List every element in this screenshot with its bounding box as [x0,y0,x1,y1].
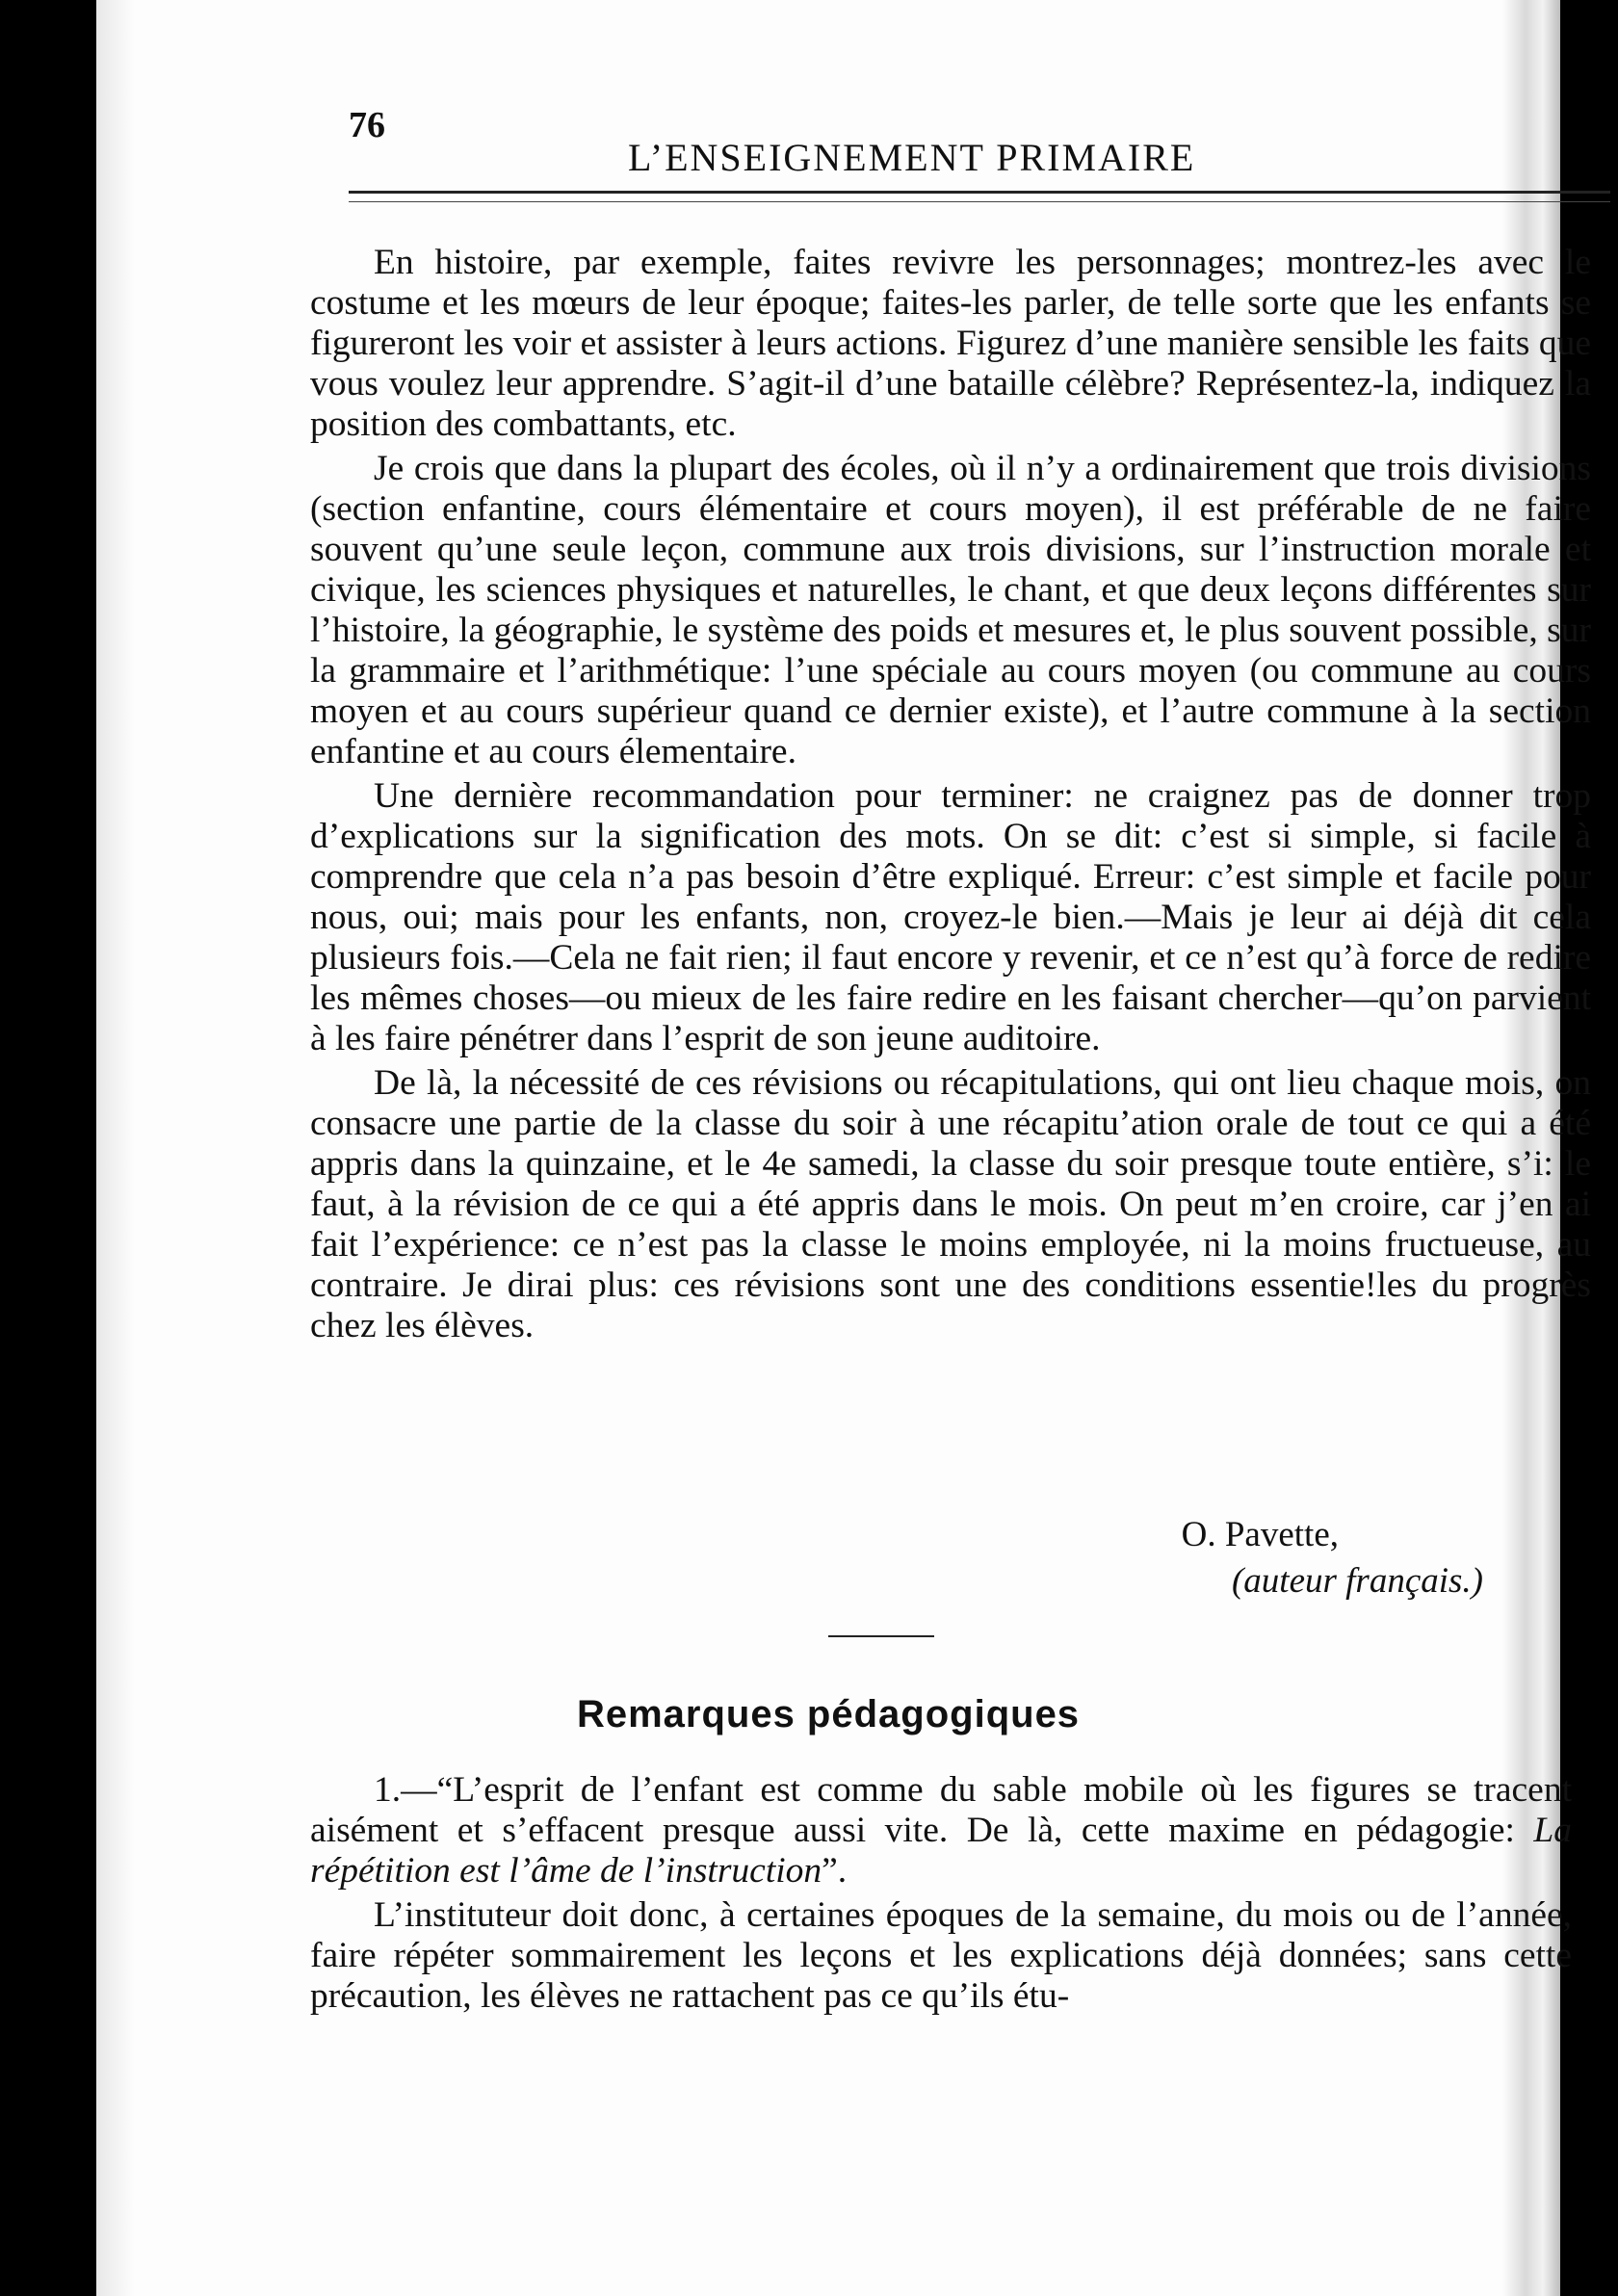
paragraph: En histoire, par exemple, faites revivre les personnages; montrez-les avec le costume et les mœurs de leur époque; faites-les parler, de telle sorte que les enfants se figureront les voir et assister à leurs actions. Figurez d’une manière sensible les faits que vous voulez leur apprendre. S’agit-il d’une bataille célèbre? Représentez-la, indiquez la position des combattants, etc. [310,243,1591,444]
paragraph: Une dernière recommandation pour terminer: ne craignez pas de donner trop d’explications sur la signification des mots. On se dit: c’est si simple, si facile à comprendre que cela n’a pas besoin d’être expliqué. Erreur: c’est simple et facile pour nous, oui; mais pour les enfants, non, croyez-le bien.—Mais je leur ai déjà dit cela plusieurs fois.—Cela ne fait rien; il faut encore y revenir, et ce n’est qu’à force de redire les mêmes choses—ou mieux de les faire redire en les faisant chercher—qu’on parvient à les faire pénétrer dans l’esprit de son jeune auditoire. [310,776,1591,1058]
remark-text: 1.—“L’esprit de l’enfant est comme du sable mobile où les figures se tracent aisément et s’effacent presque aussi vite. De là, cette maxime en pédagogie: [310,1770,1572,1850]
header-rule [349,191,1610,202]
maxim-quote: La répétition est l’âme de l’instruction [310,1811,1572,1891]
book-page [96,0,1591,2296]
remark-end: ”. [822,1851,848,1891]
remarks-body [310,1770,1572,2021]
binding-shadow [96,0,135,2296]
section-divider [828,1635,934,1637]
section-title: Remarques pédagogiques [576,1693,1081,1735]
article-body [310,243,1591,1350]
author-role: (auteur français.) [1231,1561,1483,1601]
author-signature [96,1512,1570,1605]
paragraph: L’instituteur doit donc, à certaines époques de la semaine, du mois ou de l’année, faire répéter sommairement les leçons et les explications déjà données; sans cette précaution, les élèves ne rattachent pas ce qu’ils étu- [310,1895,1572,2016]
paragraph: Je crois que dans la plupart des écoles, où il n’y a ordinairement que trois divisions (section enfantine, cours élémentaire et cours moyen), il est préférable de ne faire souvent qu’une seule leçon, commune aux trois divisions, sur l’instruction morale et civique, les sciences physiques et naturelles, le chant, et que deux leçons différentes sur l’histoire, la géographie, le système des poids et mesures et, le plus souvent possible, sur la grammaire et l’arithmétique: l’une spéciale au cours moyen (ou commune au cours moyen et au cours supérieur quand ce dernier existe), et l’autre commune à la section enfantine et au cours élementaire. [310,449,1591,771]
paragraph: De là, la nécessité de ces révisions ou récapitulations, qui ont lieu chaque mois, on consacre une partie de la classe du soir à une récapitu’ation orale de tout ce qui a été appris dans la quinzaine, et le 4e samedi, la classe du soir presque toute entière, s’i: le faut, à la révision de ce qui a été appris dans le mois. On peut m’en croire, car j’en ai fait l’expérience: ce n’est pas la classe le moins employée, ni la moins fructueuse, au contraire. Je dirai plus: ces révisions sont une des conditions essentie!les du progrès chez les élèves. [310,1063,1591,1345]
author-name: O. Pavette, [1181,1515,1339,1554]
paragraph [310,1770,1572,1892]
page-number: 76 [349,105,385,145]
running-title: L’ENSEIGNEMENT PRIMAIRE [628,136,1196,179]
page-header [349,104,1610,179]
